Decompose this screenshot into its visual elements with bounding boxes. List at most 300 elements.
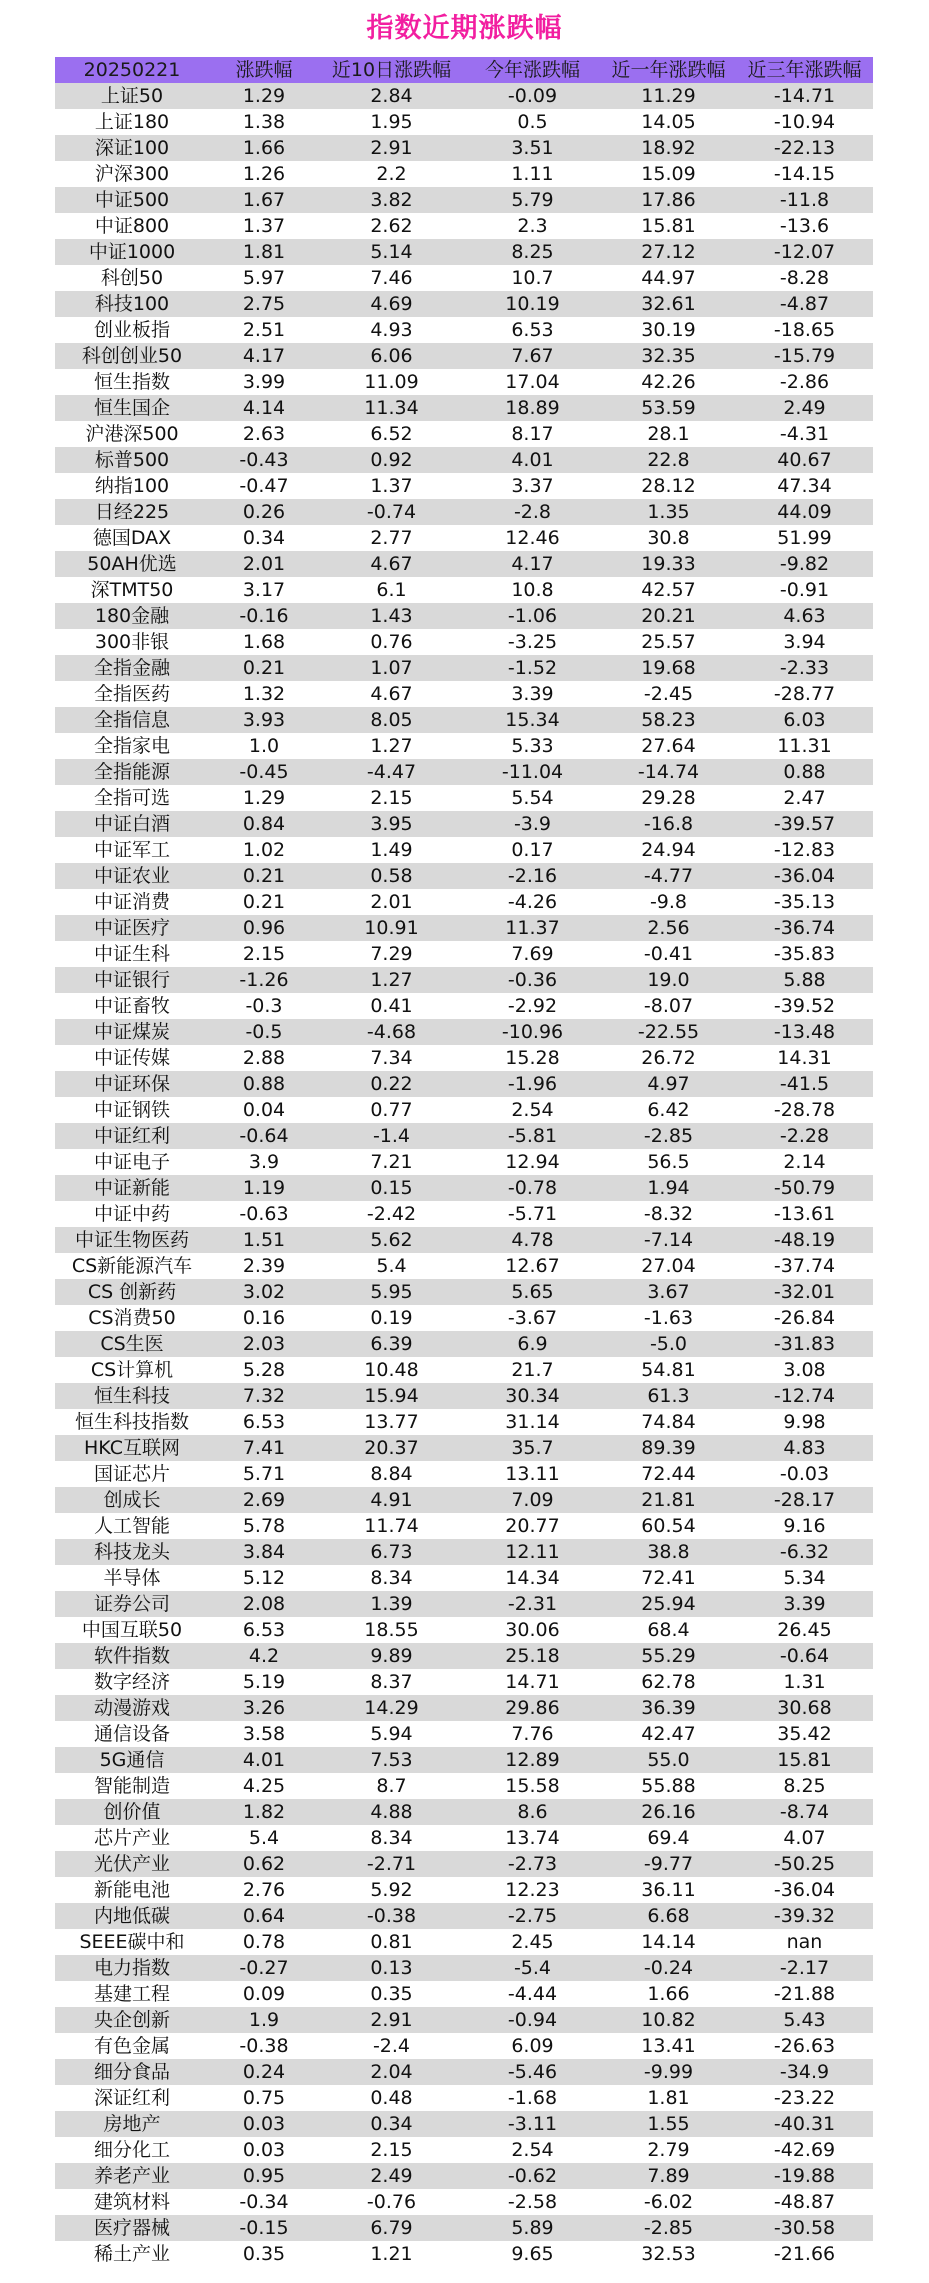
ten-day-change-cell: 4.67: [319, 551, 464, 577]
table-row: [55, 187, 873, 213]
index-name-cell: 标普500: [55, 447, 209, 473]
one-year-change-cell: -6.02: [601, 2189, 736, 2215]
three-year-change-cell: 1.31: [736, 1669, 873, 1695]
ten-day-change-cell: 1.43: [319, 603, 464, 629]
daily-change-cell: 1.9: [209, 2007, 319, 2033]
table-row: [55, 1643, 873, 1669]
three-year-change-cell: -39.52: [736, 993, 873, 1019]
one-year-change-cell: 44.97: [601, 265, 736, 291]
table-row: [55, 1539, 873, 1565]
index-name-cell: 中证医疗: [55, 915, 209, 941]
daily-change-cell: 2.39: [209, 1253, 319, 1279]
index-name-cell: 全指家电: [55, 733, 209, 759]
daily-change-cell: 1.81: [209, 239, 319, 265]
index-name-cell: 中证新能: [55, 1175, 209, 1201]
table-row: [55, 213, 873, 239]
daily-change-cell: 3.93: [209, 707, 319, 733]
daily-change-cell: 0.95: [209, 2163, 319, 2189]
ten-day-change-cell: 7.34: [319, 1045, 464, 1071]
ytd-change-cell: -3.11: [464, 2111, 601, 2137]
ytd-change-cell: 18.89: [464, 395, 601, 421]
index-name-cell: 恒生国企: [55, 395, 209, 421]
ten-day-change-cell: 6.06: [319, 343, 464, 369]
one-year-change-cell: 36.11: [601, 1877, 736, 1903]
table-row: [55, 785, 873, 811]
three-year-change-cell: 3.39: [736, 1591, 873, 1617]
daily-change-cell: 0.62: [209, 1851, 319, 1877]
three-year-change-cell: 30.68: [736, 1695, 873, 1721]
daily-change-cell: 0.03: [209, 2137, 319, 2163]
index-name-cell: 全指可选: [55, 785, 209, 811]
ten-day-change-cell: 4.91: [319, 1487, 464, 1513]
ytd-change-cell: -5.4: [464, 1955, 601, 1981]
index-name-cell: 中证军工: [55, 837, 209, 863]
ytd-change-cell: 35.7: [464, 1435, 601, 1461]
daily-change-cell: 1.82: [209, 1799, 319, 1825]
three-year-change-cell: 6.03: [736, 707, 873, 733]
table-row: [55, 1825, 873, 1851]
ytd-change-cell: 21.7: [464, 1357, 601, 1383]
index-name-cell: 光伏产业: [55, 1851, 209, 1877]
ytd-change-cell: 5.54: [464, 785, 601, 811]
three-year-change-cell: -12.74: [736, 1383, 873, 1409]
three-year-change-cell: -50.79: [736, 1175, 873, 1201]
ytd-change-cell: 8.6: [464, 1799, 601, 1825]
three-year-change-cell: 8.25: [736, 1773, 873, 1799]
ten-day-change-cell: -4.47: [319, 759, 464, 785]
index-name-cell: 中证红利: [55, 1123, 209, 1149]
one-year-change-cell: 11.29: [601, 83, 736, 109]
table-row: [55, 1721, 873, 1747]
one-year-change-cell: 13.41: [601, 2033, 736, 2059]
one-year-change-cell: 36.39: [601, 1695, 736, 1721]
daily-change-cell: 4.17: [209, 343, 319, 369]
one-year-change-cell: -9.77: [601, 1851, 736, 1877]
one-year-change-cell: -16.8: [601, 811, 736, 837]
index-name-cell: 恒生科技指数: [55, 1409, 209, 1435]
three-year-change-cell: -50.25: [736, 1851, 873, 1877]
ytd-change-cell: -2.58: [464, 2189, 601, 2215]
ten-day-change-cell: 1.49: [319, 837, 464, 863]
ten-day-change-cell: 7.46: [319, 265, 464, 291]
ten-day-change-cell: 7.21: [319, 1149, 464, 1175]
ten-day-change-cell: 10.91: [319, 915, 464, 941]
ytd-change-cell: 17.04: [464, 369, 601, 395]
ten-day-change-cell: 3.95: [319, 811, 464, 837]
ytd-change-cell: 3.39: [464, 681, 601, 707]
table-row: [55, 239, 873, 265]
one-year-change-cell: 1.35: [601, 499, 736, 525]
three-year-change-cell: 11.31: [736, 733, 873, 759]
ten-day-change-cell: 1.27: [319, 967, 464, 993]
table-row: [55, 967, 873, 993]
three-year-change-cell: -34.9: [736, 2059, 873, 2085]
index-name-cell: 中证银行: [55, 967, 209, 993]
table-row: [55, 889, 873, 915]
table-row: [55, 161, 873, 187]
ten-day-change-cell: -2.4: [319, 2033, 464, 2059]
ytd-change-cell: -1.96: [464, 1071, 601, 1097]
three-year-change-cell: 4.07: [736, 1825, 873, 1851]
index-name-cell: 中证800: [55, 213, 209, 239]
one-year-change-cell: 10.82: [601, 2007, 736, 2033]
three-year-change-cell: -35.13: [736, 889, 873, 915]
ytd-change-cell: 4.17: [464, 551, 601, 577]
index-name-cell: 沪深300: [55, 161, 209, 187]
index-name-cell: 中证1000: [55, 239, 209, 265]
index-name-cell: 中证钢铁: [55, 1097, 209, 1123]
ten-day-change-cell: 4.69: [319, 291, 464, 317]
one-year-change-cell: 20.21: [601, 603, 736, 629]
one-year-change-cell: 2.79: [601, 2137, 736, 2163]
daily-change-cell: 0.09: [209, 1981, 319, 2007]
three-year-change-cell: -6.32: [736, 1539, 873, 1565]
table-row: [55, 1253, 873, 1279]
ten-day-change-cell: 1.21: [319, 2241, 464, 2267]
table-row: [55, 1929, 873, 1955]
ytd-change-cell: 15.34: [464, 707, 601, 733]
three-year-change-cell: -23.22: [736, 2085, 873, 2111]
ten-day-change-cell: 8.05: [319, 707, 464, 733]
index-name-cell: 创价值: [55, 1799, 209, 1825]
table-row: [55, 2085, 873, 2111]
daily-change-cell: 1.29: [209, 83, 319, 109]
index-name-cell: 中证传媒: [55, 1045, 209, 1071]
ytd-change-cell: 12.94: [464, 1149, 601, 1175]
daily-change-cell: 0.03: [209, 2111, 319, 2137]
ten-day-change-cell: 6.52: [319, 421, 464, 447]
one-year-change-cell: 26.16: [601, 1799, 736, 1825]
one-year-change-cell: 14.14: [601, 1929, 736, 1955]
one-year-change-cell: 74.84: [601, 1409, 736, 1435]
one-year-change-cell: -9.99: [601, 2059, 736, 2085]
ten-day-change-cell: 0.77: [319, 1097, 464, 1123]
daily-change-cell: 0.16: [209, 1305, 319, 1331]
daily-change-cell: 0.21: [209, 889, 319, 915]
index-name-cell: 深TMT50: [55, 577, 209, 603]
ytd-change-cell: 5.33: [464, 733, 601, 759]
table-row: [55, 551, 873, 577]
daily-change-cell: 0.21: [209, 863, 319, 889]
daily-change-cell: 4.25: [209, 1773, 319, 1799]
index-name-cell: 全指医药: [55, 681, 209, 707]
daily-change-cell: 5.4: [209, 1825, 319, 1851]
ten-day-change-cell: 2.77: [319, 525, 464, 551]
daily-change-cell: 0.84: [209, 811, 319, 837]
ten-day-change-cell: 14.29: [319, 1695, 464, 1721]
daily-change-cell: 1.29: [209, 785, 319, 811]
one-year-change-cell: 58.23: [601, 707, 736, 733]
ten-day-change-cell: 1.95: [319, 109, 464, 135]
daily-change-cell: -0.43: [209, 447, 319, 473]
table-row: [55, 655, 873, 681]
table-row: [55, 1955, 873, 1981]
table-row: [55, 83, 873, 109]
index-name-cell: 中证煤炭: [55, 1019, 209, 1045]
table-row: [55, 2241, 873, 2267]
one-year-change-cell: 54.81: [601, 1357, 736, 1383]
index-name-cell: 中证中药: [55, 1201, 209, 1227]
ten-day-change-cell: -0.74: [319, 499, 464, 525]
table-row: [55, 1669, 873, 1695]
ten-day-change-cell: 7.53: [319, 1747, 464, 1773]
table-row: [55, 1201, 873, 1227]
ytd-change-cell: 15.58: [464, 1773, 601, 1799]
ten-day-change-cell: -1.4: [319, 1123, 464, 1149]
index-name-cell: 中证白酒: [55, 811, 209, 837]
ten-day-change-cell: 2.04: [319, 2059, 464, 2085]
index-name-cell: 全指信息: [55, 707, 209, 733]
index-name-cell: 中证电子: [55, 1149, 209, 1175]
daily-change-cell: 2.88: [209, 1045, 319, 1071]
ytd-change-cell: 7.69: [464, 941, 601, 967]
daily-change-cell: 1.51: [209, 1227, 319, 1253]
index-name-cell: 有色金属: [55, 2033, 209, 2059]
daily-change-cell: 0.24: [209, 2059, 319, 2085]
one-year-change-cell: 4.97: [601, 1071, 736, 1097]
index-name-cell: 中证生科: [55, 941, 209, 967]
daily-change-cell: 6.53: [209, 1409, 319, 1435]
index-name-cell: CS 创新药: [55, 1279, 209, 1305]
one-year-change-cell: 3.67: [601, 1279, 736, 1305]
ten-day-change-cell: 1.39: [319, 1591, 464, 1617]
table-row: [55, 1097, 873, 1123]
daily-change-cell: 0.35: [209, 2241, 319, 2267]
ytd-change-cell: 2.54: [464, 2137, 601, 2163]
daily-change-cell: 5.28: [209, 1357, 319, 1383]
ytd-change-cell: -2.75: [464, 1903, 601, 1929]
ytd-change-cell: 6.09: [464, 2033, 601, 2059]
one-year-change-cell: 15.09: [601, 161, 736, 187]
one-year-change-cell: 32.53: [601, 2241, 736, 2267]
three-year-change-cell: -8.74: [736, 1799, 873, 1825]
index-name-cell: 上证180: [55, 109, 209, 135]
three-year-change-cell: 5.34: [736, 1565, 873, 1591]
one-year-change-cell: 19.33: [601, 551, 736, 577]
ten-day-change-cell: 0.19: [319, 1305, 464, 1331]
three-year-change-cell: -2.86: [736, 369, 873, 395]
ten-day-change-cell: 5.4: [319, 1253, 464, 1279]
ytd-change-cell: -5.81: [464, 1123, 601, 1149]
three-year-change-cell: -2.33: [736, 655, 873, 681]
ytd-change-cell: 7.67: [464, 343, 601, 369]
ten-day-change-cell: 15.94: [319, 1383, 464, 1409]
ytd-change-cell: -0.78: [464, 1175, 601, 1201]
daily-change-cell: 5.97: [209, 265, 319, 291]
index-name-cell: 中证农业: [55, 863, 209, 889]
table-row: [55, 811, 873, 837]
ytd-change-cell: 6.53: [464, 317, 601, 343]
daily-change-cell: 2.03: [209, 1331, 319, 1357]
ten-day-change-cell: 0.58: [319, 863, 464, 889]
three-year-change-cell: -4.87: [736, 291, 873, 317]
ytd-change-cell: 6.9: [464, 1331, 601, 1357]
three-year-change-cell: 5.43: [736, 2007, 873, 2033]
ytd-change-cell: 30.34: [464, 1383, 601, 1409]
ytd-change-cell: -1.06: [464, 603, 601, 629]
index-name-cell: 新能电池: [55, 1877, 209, 1903]
three-year-change-cell: -14.15: [736, 161, 873, 187]
ten-day-change-cell: 6.39: [319, 1331, 464, 1357]
table-row: [55, 1747, 873, 1773]
ten-day-change-cell: 0.15: [319, 1175, 464, 1201]
three-year-change-cell: -32.01: [736, 1279, 873, 1305]
table-row: [55, 2033, 873, 2059]
daily-change-cell: -0.38: [209, 2033, 319, 2059]
ytd-change-cell: -2.92: [464, 993, 601, 1019]
table-row: [55, 1487, 873, 1513]
table-row: [55, 2189, 873, 2215]
index-name-cell: 建筑材料: [55, 2189, 209, 2215]
three-year-change-cell: 4.63: [736, 603, 873, 629]
table-row: [55, 1513, 873, 1539]
three-year-change-cell: -31.83: [736, 1331, 873, 1357]
three-year-change-cell: -41.5: [736, 1071, 873, 1097]
table-row: [55, 1565, 873, 1591]
index-name-cell: 细分食品: [55, 2059, 209, 2085]
ytd-change-cell: 2.54: [464, 1097, 601, 1123]
one-year-change-cell: 2.56: [601, 915, 736, 941]
ten-day-change-cell: 2.15: [319, 785, 464, 811]
daily-change-cell: 3.58: [209, 1721, 319, 1747]
one-year-change-cell: -5.0: [601, 1331, 736, 1357]
one-year-change-header: 近一年涨跌幅: [601, 57, 736, 83]
one-year-change-cell: 19.0: [601, 967, 736, 993]
daily-change-cell: 5.78: [209, 1513, 319, 1539]
three-year-change-cell: -39.32: [736, 1903, 873, 1929]
ten-day-change-cell: 0.48: [319, 2085, 464, 2111]
table-row: [55, 941, 873, 967]
header-row: [55, 57, 873, 83]
one-year-change-cell: 15.81: [601, 213, 736, 239]
three-year-change-header: 近三年涨跌幅: [736, 57, 873, 83]
index-name-cell: 恒生指数: [55, 369, 209, 395]
ytd-change-cell: 7.09: [464, 1487, 601, 1513]
index-name-cell: 细分化工: [55, 2137, 209, 2163]
three-year-change-cell: -14.71: [736, 83, 873, 109]
ytd-change-cell: 11.37: [464, 915, 601, 941]
ten-day-change-cell: 13.77: [319, 1409, 464, 1435]
daily-change-header: 涨跌幅: [209, 57, 319, 83]
ten-day-change-cell: 1.27: [319, 733, 464, 759]
ytd-change-cell: 10.7: [464, 265, 601, 291]
one-year-change-cell: 6.42: [601, 1097, 736, 1123]
table-row: [55, 447, 873, 473]
three-year-change-cell: 44.09: [736, 499, 873, 525]
table-row: [55, 1877, 873, 1903]
table-row: [55, 1045, 873, 1071]
ten-day-change-cell: -2.42: [319, 1201, 464, 1227]
ten-day-change-cell: -0.38: [319, 1903, 464, 1929]
daily-change-cell: -0.64: [209, 1123, 319, 1149]
one-year-change-cell: 29.28: [601, 785, 736, 811]
three-year-change-cell: -15.79: [736, 343, 873, 369]
ytd-change-cell: -4.26: [464, 889, 601, 915]
one-year-change-cell: 32.35: [601, 343, 736, 369]
three-year-change-cell: -19.88: [736, 2163, 873, 2189]
ytd-change-cell: 5.89: [464, 2215, 601, 2241]
ytd-change-cell: 12.89: [464, 1747, 601, 1773]
three-year-change-cell: -2.17: [736, 1955, 873, 1981]
one-year-change-cell: -8.32: [601, 1201, 736, 1227]
ytd-change-cell: 30.06: [464, 1617, 601, 1643]
daily-change-cell: 7.32: [209, 1383, 319, 1409]
table-row: [55, 2137, 873, 2163]
daily-change-cell: -0.27: [209, 1955, 319, 1981]
three-year-change-cell: 9.16: [736, 1513, 873, 1539]
ytd-change-cell: -5.71: [464, 1201, 601, 1227]
daily-change-cell: 4.01: [209, 1747, 319, 1773]
one-year-change-cell: 27.12: [601, 239, 736, 265]
ytd-change-cell: 7.76: [464, 1721, 601, 1747]
ytd-change-cell: -11.04: [464, 759, 601, 785]
daily-change-cell: -0.47: [209, 473, 319, 499]
daily-change-cell: 2.75: [209, 291, 319, 317]
daily-change-cell: 3.9: [209, 1149, 319, 1175]
ytd-change-cell: 14.71: [464, 1669, 601, 1695]
ten-day-change-cell: 7.29: [319, 941, 464, 967]
table-row: [55, 629, 873, 655]
ten-day-change-cell: 2.91: [319, 135, 464, 161]
ten-day-change-cell: 18.55: [319, 1617, 464, 1643]
daily-change-cell: 0.96: [209, 915, 319, 941]
table-row: [55, 135, 873, 161]
ytd-change-cell: 31.14: [464, 1409, 601, 1435]
index-name-cell: 中国互联50: [55, 1617, 209, 1643]
one-year-change-cell: 72.41: [601, 1565, 736, 1591]
ytd-change-cell: 13.11: [464, 1461, 601, 1487]
index-name-cell: 中证畜牧: [55, 993, 209, 1019]
table-row: [55, 707, 873, 733]
three-year-change-cell: -4.31: [736, 421, 873, 447]
daily-change-cell: 2.69: [209, 1487, 319, 1513]
ten-day-change-cell: 2.84: [319, 83, 464, 109]
index-name-cell: 恒生科技: [55, 1383, 209, 1409]
index-name-cell: 内地低碳: [55, 1903, 209, 1929]
three-year-change-cell: -0.91: [736, 577, 873, 603]
ytd-change-cell: 8.17: [464, 421, 601, 447]
table-row: [55, 2059, 873, 2085]
index-name-cell: 5G通信: [55, 1747, 209, 1773]
ten-day-change-cell: 0.81: [319, 1929, 464, 1955]
daily-change-cell: 0.34: [209, 525, 319, 551]
ten-day-change-cell: 2.62: [319, 213, 464, 239]
index-name-cell: 数字经济: [55, 1669, 209, 1695]
ten-day-change-cell: 8.37: [319, 1669, 464, 1695]
daily-change-cell: -0.63: [209, 1201, 319, 1227]
three-year-change-cell: 14.31: [736, 1045, 873, 1071]
ten-day-change-cell: 10.48: [319, 1357, 464, 1383]
index-name-cell: 养老产业: [55, 2163, 209, 2189]
one-year-change-cell: 19.68: [601, 655, 736, 681]
ytd-change-cell: -4.44: [464, 1981, 601, 2007]
one-year-change-cell: 61.3: [601, 1383, 736, 1409]
one-year-change-cell: 1.94: [601, 1175, 736, 1201]
one-year-change-cell: -9.8: [601, 889, 736, 915]
ten-day-change-cell: 5.14: [319, 239, 464, 265]
one-year-change-cell: -4.77: [601, 863, 736, 889]
index-name-cell: 中证环保: [55, 1071, 209, 1097]
three-year-change-cell: -26.84: [736, 1305, 873, 1331]
table-row: [55, 1305, 873, 1331]
index-name-cell: 科创创业50: [55, 343, 209, 369]
three-year-change-cell: -36.74: [736, 915, 873, 941]
ytd-change-cell: 3.37: [464, 473, 601, 499]
three-year-change-cell: -21.88: [736, 1981, 873, 2007]
ytd-change-cell: -1.68: [464, 2085, 601, 2111]
one-year-change-cell: 30.19: [601, 317, 736, 343]
table-row: [55, 603, 873, 629]
